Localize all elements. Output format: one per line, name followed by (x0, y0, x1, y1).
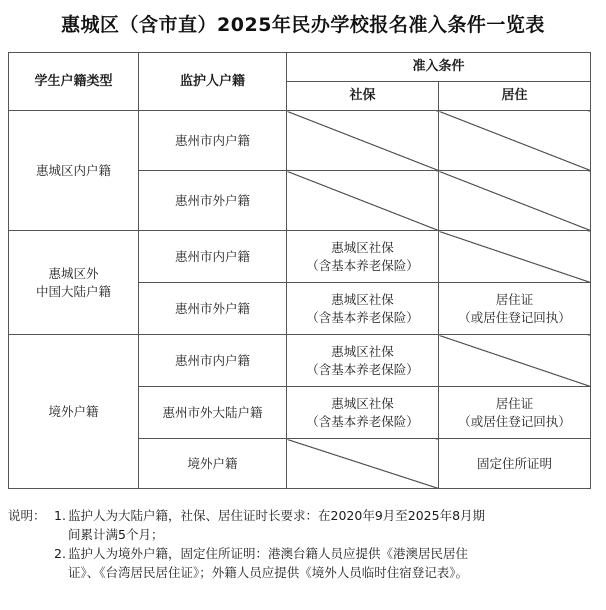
social-security-text: 惠城区社保 (331, 395, 394, 411)
residence-note: （或居住登记回执） (458, 309, 571, 325)
group-label-line2: 中国大陆户籍 (35, 283, 111, 299)
notes-section (8, 506, 598, 582)
social-security-cell (287, 387, 439, 439)
group-hukou-huicheng-inside: 惠城区内户籍 (9, 111, 139, 231)
social-security-cell (287, 231, 439, 283)
table-row (9, 231, 591, 283)
header-admission-conditions: 准入条件 (287, 53, 591, 82)
empty-social-security-cell (287, 439, 439, 489)
guardian-hukou-cell: 惠州市外户籍 (139, 283, 287, 335)
table-row (9, 111, 591, 171)
guardian-hukou-cell: 境外户籍 (139, 439, 287, 489)
guardian-hukou-cell: 惠州市内户籍 (139, 335, 287, 387)
residence-text: 居住证 (495, 395, 534, 411)
note-number: 1. (54, 508, 66, 523)
social-security-text: 惠城区社保 (331, 343, 394, 359)
guardian-hukou-cell: 惠州市外户籍 (139, 171, 287, 231)
social-security-text: 惠城区社保 (331, 291, 394, 307)
empty-residence-cell (439, 171, 591, 231)
notes-label: 说明： (8, 508, 46, 523)
social-security-text: 惠城区社保 (331, 239, 394, 255)
note-item (8, 544, 598, 582)
group-hukou-mainland-outside (9, 231, 139, 335)
guardian-hukou-cell: 惠州市外大陆户籍 (139, 387, 287, 439)
note-text-line: 监护人为大陆户籍，社保、居住证时长要求：在2020年9月至2025年8月期 (68, 508, 486, 523)
residence-cell (439, 283, 591, 335)
residence-note: （或居住登记回执） (458, 413, 571, 429)
guardian-hukou-cell: 惠州市内户籍 (139, 231, 287, 283)
residence-text: 居住证 (495, 291, 534, 307)
social-security-cell (287, 283, 439, 335)
empty-residence-cell (439, 335, 591, 387)
note-text-line: 监护人为境外户籍，固定住所证明：港澳台籍人员应提供《港澳居民居住 (68, 546, 469, 561)
social-security-note: （含基本养老保险） (306, 257, 419, 273)
table-row (9, 335, 591, 387)
page-title: 惠城区（含市直）2025年民办学校报名准入条件一览表 (61, 14, 545, 36)
note-text-line: 证》、《台湾居民居住证》；外籍人员应提供《境外人员临时住宿登记表》。 (68, 565, 469, 580)
residence-cell (439, 387, 591, 439)
social-security-note: （含基本养老保险） (306, 361, 419, 377)
header-guardian-hukou: 监护人户籍 (139, 53, 287, 111)
residence-cell: 固定住所证明 (439, 439, 591, 489)
empty-social-security-cell (287, 171, 439, 231)
empty-residence-cell (439, 231, 591, 283)
social-security-cell (287, 335, 439, 387)
social-security-note: （含基本养老保险） (306, 309, 419, 325)
header-student-hukou-type: 学生户籍类型 (9, 53, 139, 111)
empty-residence-cell (439, 111, 591, 171)
header-residence: 居住 (439, 82, 591, 111)
group-label-line1: 惠城区外 (48, 265, 99, 281)
group-hukou-overseas: 境外户籍 (9, 335, 139, 489)
note-number: 2. (54, 546, 66, 561)
social-security-note: （含基本养老保险） (306, 413, 419, 429)
guardian-hukou-cell: 惠州市内户籍 (139, 111, 287, 171)
empty-social-security-cell (287, 111, 439, 171)
note-text-line: 间累计满5个月； (68, 527, 164, 542)
header-social-security: 社保 (287, 82, 439, 111)
note-item (8, 506, 598, 544)
admission-conditions-table (8, 52, 591, 489)
